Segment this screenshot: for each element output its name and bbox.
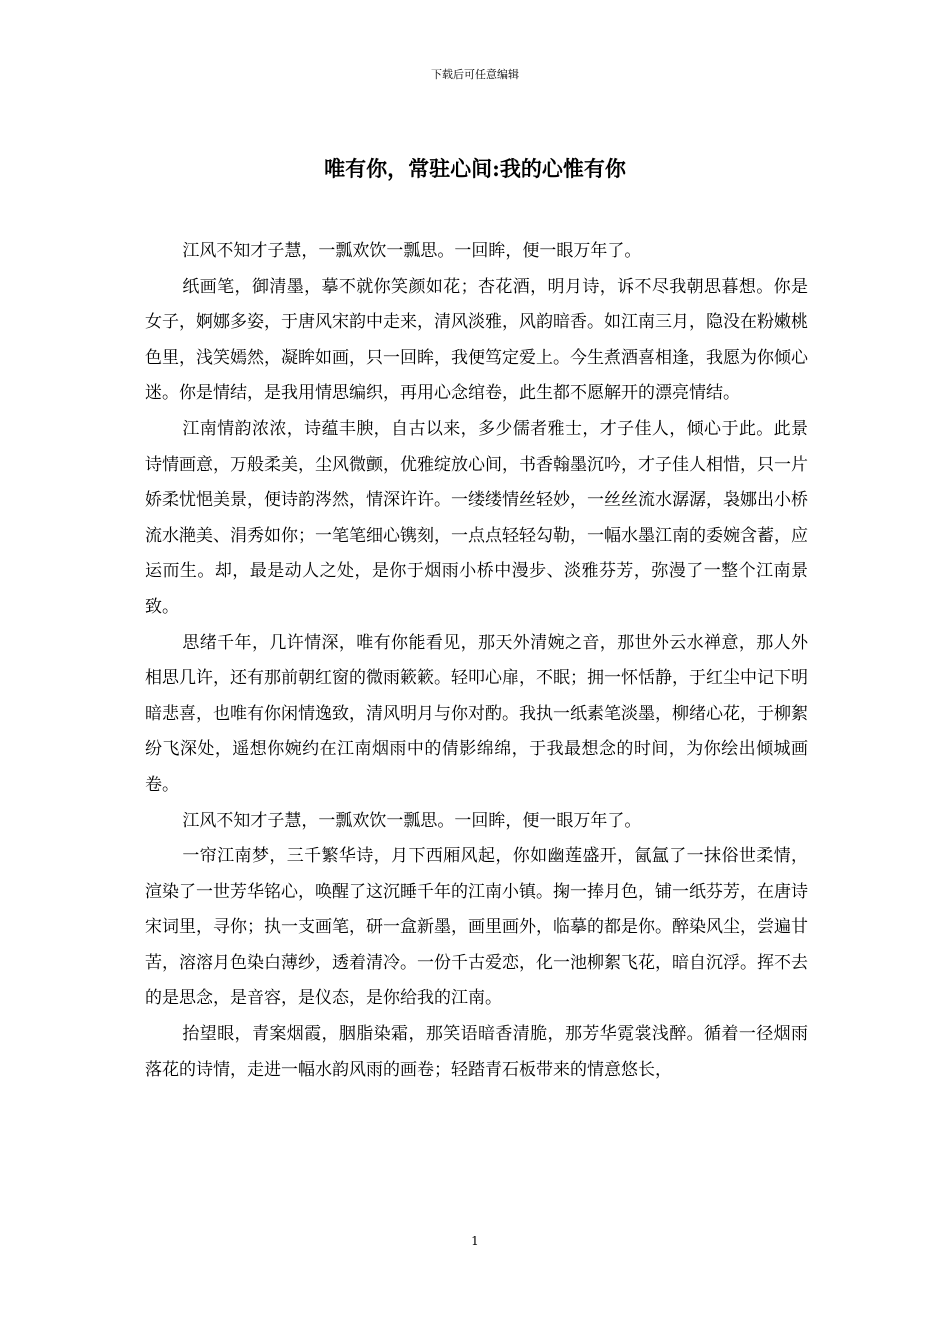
paragraph: 江南情韵浓浓，诗蕴丰腴，自古以来，多少儒者雅士，才子佳人，倾心于此。此景诗情画意，万般柔美，尘风微颤，优雅绽放心间，书香翰墨沉吟，才子佳人相惜，只一片娇柔忧悒美景，便诗韵涔然，情深许许。一缕缕情丝轻妙，一丝丝流水潺潺，袅娜出小桥流水滟美、涓秀如你；一笔笔细心镌刻，一点点轻轻勾勒，一幅水墨江南的委婉含蓄，应运而生。却，最是动人之处，是你于烟雨小桥中漫步、淡雅芬芳，弥漫了一整个江南景致。 — [145, 418, 808, 617]
paragraph: 江风不知才子慧，一瓢欢饮一瓢思。一回眸，便一眼万年了。 — [182, 241, 642, 261]
header-note: 下载后可任意编辑 — [431, 68, 519, 81]
document-body — [145, 234, 808, 1088]
paragraph: 抬望眼，青案烟霞，胭脂染霜，那笑语暗香清脆，那芳华霓裳浅醉。循着一径烟雨落花的诗情，走进一幅水韵风雨的画卷；轻踏青石板带来的情意悠长， — [145, 1024, 808, 1080]
document-title: 唯有你，常驻心间:我的心惟有你 — [324, 156, 626, 181]
paragraph: 纸画笔，御清墨，摹不就你笑颜如花；杏花酒，明月诗，诉不尽我朝思暮想。你是女子，婀娜多姿，于唐风宋韵中走来，清风淡雅，风韵暗香。如江南三月，隐没在粉嫩桃色里，浅笑嫣然，凝眸如画，只一回眸，我便笃定爱上。今生煮酒喜相逢，我愿为你倾心迷。你是情结，是我用情思编织，再用心念绾卷，此生都不愿解开的漂亮情结。 — [145, 276, 808, 404]
page-number: 1 — [471, 1234, 479, 1248]
paragraph: 江风不知才子慧，一瓢欢饮一瓢思。一回眸，便一眼万年了。 — [182, 810, 642, 831]
paragraph: 一帘江南梦，三千繁华诗，月下西厢风起，你如幽莲盛开，氤氲了一抹俗世柔情，渲染了一世芳华铭心，唤醒了这沉睡千年的江南小镇。掬一捧月色，铺一纸芬芳，在唐诗宋词里，寻你；执一支画笔，研一盒新墨，画里画外，临摹的都是你。醉染风尘，尝遍甘苦，溶溶月色染白薄纱，透着清冷。一份千古爱恋，化一池柳絮飞花，暗自沉浮。挥不去的是思念，是音容，是仪态，是你给我的江南。 — [145, 846, 808, 1009]
paragraph: 思绪千年，几许情深，唯有你能看见，那天外清婉之音，那世外云水禅意，那人外相思几许，还有那前朝红窗的微雨簌簌。轻叩心扉，不眠；拥一怀恬静，于红尘中记下明暗悲喜，也唯有你闲情逸致，清风明月与你对酌。我执一纸素笔淡墨，柳绪心花，于柳絮纷飞深处，遥想你婉约在江南烟雨中的倩影绵绵，于我最想念的时间，为你绘出倾城画卷。 — [145, 632, 808, 795]
